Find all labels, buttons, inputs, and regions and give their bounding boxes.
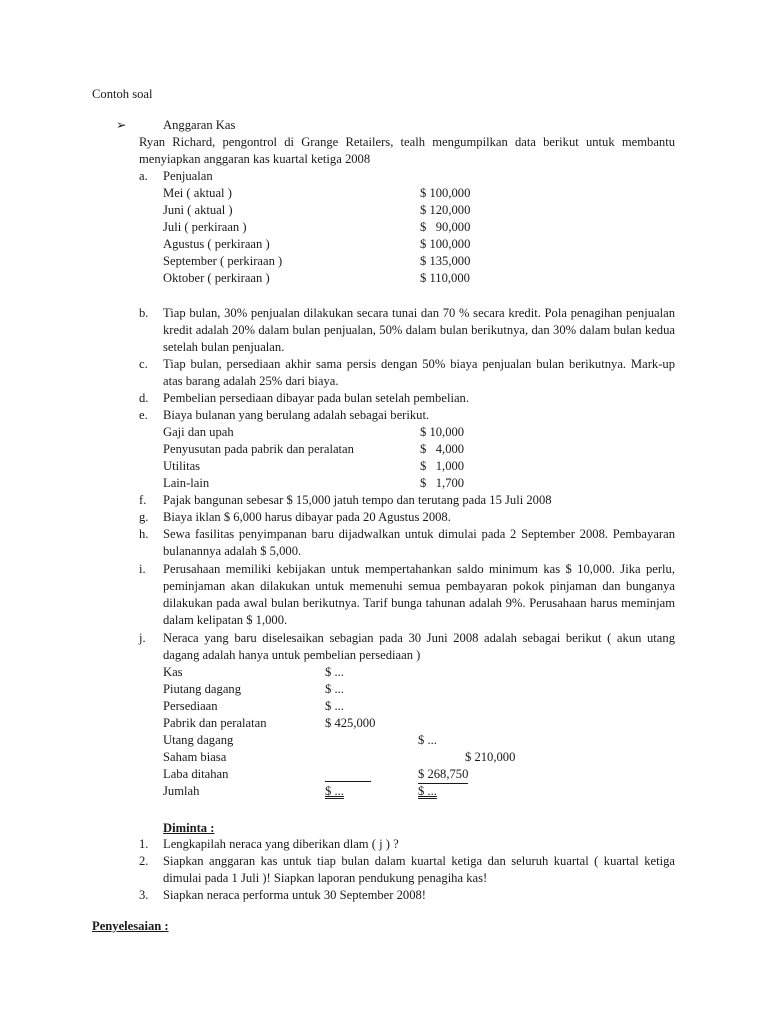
balance-account: Persediaan bbox=[163, 699, 218, 713]
sales-month: Oktober ( perkiraan ) bbox=[163, 271, 270, 285]
sales-value: $ 135,000 bbox=[420, 254, 471, 268]
expense-value: $ 1,700 bbox=[420, 476, 465, 490]
item-text: Biaya bulanan yang berulang adalah sebagai berikut. bbox=[163, 408, 430, 422]
balance-account: Saham biasa bbox=[163, 750, 227, 764]
balance-debit: $ ... bbox=[325, 682, 344, 696]
section-title: Anggaran Kas bbox=[163, 118, 236, 132]
balance-account: Pabrik dan peralatan bbox=[163, 716, 267, 730]
requirement-text: Lengkapilah neraca yang diberikan dlam ( j ) ? bbox=[163, 837, 399, 851]
sales-month: September ( perkiraan ) bbox=[163, 254, 283, 268]
sales-value: $ 110,000 bbox=[420, 271, 470, 285]
item-label: c. bbox=[139, 357, 148, 371]
item-text: Perusahaan memiliki kebijakan untuk mempertahankan saldo minimum kas $ 10,000. Jika perlu, peminjaman akan dilakukan untuk memenuhi semua pembayaran pokok pinjaman dan bunganya dilakukan pada awal bulan berikutnya. Tarif bunga tahunan adalah 9%. Perusahaan harus meminjam dalam kelipatan $ 1,000. bbox=[163, 562, 675, 627]
item-text: Biaya iklan $ 6,000 harus dibayar pada 20 Agustus 2008. bbox=[163, 510, 451, 524]
requirement-number: 1. bbox=[139, 837, 149, 851]
item-label: f. bbox=[139, 493, 147, 507]
sales-value: $ 100,000 bbox=[420, 186, 471, 200]
item-label: j. bbox=[139, 631, 146, 645]
sales-month: Juni ( aktual ) bbox=[163, 203, 233, 217]
sales-month: Juli ( perkiraan ) bbox=[163, 220, 247, 234]
balance-account: Jumlah bbox=[163, 784, 200, 798]
balance-debit: $ ... bbox=[325, 665, 344, 679]
requirement-number: 3. bbox=[139, 888, 149, 902]
diminta-title: Diminta : bbox=[163, 821, 215, 835]
balance-account: Utang dagang bbox=[163, 733, 234, 747]
item-text: Tiap bulan, persediaan akhir sama persis dengan 50% biaya penjualan bulan berikutnya. Mark-up atas barang adalah 25% dari biaya. bbox=[163, 357, 675, 388]
balance-account: Laba ditahan bbox=[163, 767, 229, 781]
balance-subtotal-line bbox=[325, 766, 371, 782]
sales-month: Mei ( aktual ) bbox=[163, 186, 232, 200]
expense-value: $ 4,000 bbox=[420, 442, 465, 456]
balance-debit-total: $ ... bbox=[325, 784, 344, 798]
section-intro: Ryan Richard, pengontrol di Grange Retailers, tealh mengumpilkan data berikut untuk membantu menyiapkan anggaran kas kuartal ketiga 2008 bbox=[139, 135, 675, 166]
balance-credit: $ 268,750 bbox=[418, 766, 468, 784]
item-label: g. bbox=[139, 510, 149, 524]
expense-name: Lain-lain bbox=[163, 476, 210, 490]
balance-credit-total: $ ... bbox=[418, 784, 437, 798]
expense-name: Penyusutan pada pabrik dan peralatan bbox=[163, 442, 354, 456]
requirement-text: Siapkan neraca performa untuk 30 September 2008! bbox=[163, 888, 426, 902]
item-text: Sewa fasilitas penyimpanan baru dijadwalkan untuk dimulai pada 2 September 2008. Pembayaran bulanannya adalah $ 5,000. bbox=[163, 527, 675, 558]
balance-debit: $ 425,000 bbox=[325, 716, 376, 730]
item-label: h. bbox=[139, 527, 149, 541]
sales-value: $ 120,000 bbox=[420, 203, 471, 217]
expense-name: Utilitas bbox=[163, 459, 201, 473]
requirement-number: 2. bbox=[139, 854, 149, 868]
requirement-text: Siapkan anggaran kas untuk tiap bulan dalam kuartal ketiga dan seluruh kuartal ( kuartal ketiga dimulai pada 1 Juli )! Siapkan laporan pendukung penagiha kas! bbox=[163, 854, 675, 885]
item-text: Neraca yang baru diselesaikan sebagian pada 30 Juni 2008 adalah sebagai berikut ( akun utang dagang adalah hanya untuk pembelian persediaan ) bbox=[163, 631, 675, 662]
solution-heading: Penyelesaian : bbox=[92, 919, 169, 933]
arrow-bullet-icon: ➢ bbox=[116, 118, 127, 132]
expense-value: $ 1,000 bbox=[420, 459, 465, 473]
expense-value: $ 10,000 bbox=[420, 425, 465, 439]
item-label: d. bbox=[139, 391, 149, 405]
balance-account: Piutang dagang bbox=[163, 682, 241, 696]
balance-extra: $ 210,000 bbox=[465, 750, 516, 764]
sales-month: Agustus ( perkiraan ) bbox=[163, 237, 270, 251]
heading: Contoh soal bbox=[92, 87, 153, 101]
item-label: a. bbox=[139, 169, 148, 183]
item-text: Pajak bangunan sebesar $ 15,000 jatuh tempo dan terutang pada 15 Juli 2008 bbox=[163, 493, 552, 507]
sales-value: $ 90,000 bbox=[420, 220, 471, 234]
item-text: Tiap bulan, 30% penjualan dilakukan secara tunai dan 70 % secara kredit. Pola penagihan penjualan kredit adalah 20% dalam bulan penjualan, 50% dalam bulan berikutnya, dan 30% dalam bulan kedua setelah bulan penjualan. bbox=[163, 306, 675, 354]
item-label: e. bbox=[139, 408, 148, 422]
expense-name: Gaji dan upah bbox=[163, 425, 234, 439]
item-title: Penjualan bbox=[163, 169, 213, 183]
balance-debit: $ ... bbox=[325, 699, 344, 713]
item-label: b. bbox=[139, 306, 149, 320]
balance-credit: $ ... bbox=[418, 733, 437, 747]
sales-value: $ 100,000 bbox=[420, 237, 471, 251]
item-text: Pembelian persediaan dibayar pada bulan setelah pembelian. bbox=[163, 391, 469, 405]
balance-account: Kas bbox=[163, 665, 183, 679]
item-label: i. bbox=[139, 562, 146, 576]
